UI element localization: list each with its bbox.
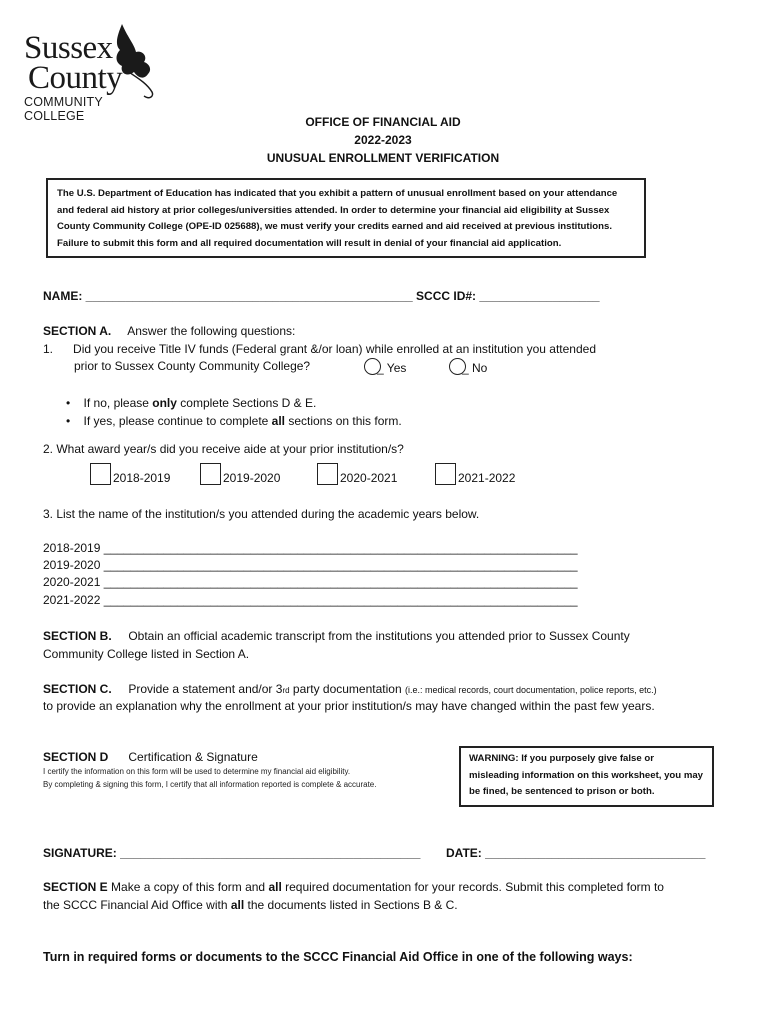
section-d-label: SECTION D [43, 750, 109, 764]
award-year-title: 2022-2023 [354, 133, 412, 147]
no-option[interactable] [449, 358, 487, 375]
section-c-line2: to provide an explanation why the enrollment at your prior institution/s may have changed within the past few years. [43, 699, 655, 713]
question-3: 3. List the name of the institution/s you attended during the academic years below. [43, 507, 480, 521]
year-label-2021-2022: 2021-2022 [458, 471, 516, 485]
form-title: UNUSUAL ENROLLMENT VERIFICATION [266, 151, 500, 165]
certification-line-1: I certify the information on this form will be used to determine my financial aid eligibility. [43, 767, 351, 776]
section-e-line1 [43, 880, 664, 894]
submission-instructions-heading: Turn in required forms or documents to the SCCC Financial Aid Office in one of the following ways: [43, 950, 633, 964]
bullet-no-instruction: • If no, please only complete Sections D & E. [66, 396, 317, 410]
office-title: OFFICE OF FINANCIAL AID [305, 115, 461, 129]
section-b-text: Obtain an official academic transcript from the institutions you attended prior to Sussex County [128, 629, 630, 643]
logo-word-community-college: COMMUNITY COLLEGE [24, 95, 103, 123]
question-1-text: Did you receive Title IV funds (Federal grant &/or loan) while enrolled at an institution you attended [73, 342, 596, 356]
section-c-examples: (i.e.: medical records, court documentation, police reports, etc.) [404, 685, 657, 695]
sccc-id-label: SCCC ID#: [416, 289, 477, 303]
signature-field[interactable]: _____________________________________________ [120, 846, 421, 860]
bullet-1-bold: only [152, 396, 177, 410]
name-label: NAME: [43, 289, 83, 303]
section-a-intro: Answer the following questions: [127, 324, 296, 338]
section-c-label: SECTION C. [43, 682, 112, 696]
year-label-2020-2021: 2020-2021 [340, 471, 398, 485]
bullet-1-text: If no, please [83, 396, 153, 410]
warning-box: WARNING: If you purposely give false or misleading information on this worksheet, you may be fined, be sentenced to prison or both. [459, 746, 714, 807]
checkbox-2018-2019[interactable] [90, 463, 111, 485]
checkbox-2021-2022[interactable] [435, 463, 456, 485]
question-1-number: 1. [43, 342, 54, 356]
bullet-2-text-end: sections on this form. [285, 414, 402, 428]
checkbox-2019-2020[interactable] [200, 463, 221, 485]
certification-line-2: By completing & signing this form, I certify that all information reported is complete & accurate. [43, 780, 377, 789]
section-c-superscript: rd [282, 686, 290, 695]
no-label: _ No [462, 361, 488, 375]
section-a-label: SECTION A. [43, 324, 112, 338]
year-label-2018-2019: 2018-2019 [113, 471, 171, 485]
section-e-text-end: required documentation for your records. Submit this completed form to [281, 880, 664, 894]
signature-line [43, 846, 420, 860]
date-label: DATE: [446, 846, 482, 860]
question-1-text-cont: prior to Sussex County Community College? [74, 359, 311, 373]
section-a-heading [43, 324, 295, 338]
section-e-text: Make a copy of this form and [107, 880, 269, 894]
bullet-1-text-end: complete Sections D & E. [176, 396, 317, 410]
bullet-2-bold: all [271, 414, 285, 428]
institution-line-2020-2021[interactable]: 2020-2021 _______________________________________________________________________ [43, 575, 578, 589]
section-c-line1 [43, 682, 657, 696]
section-b-line1 [43, 629, 630, 643]
date-line [446, 846, 705, 860]
yes-label: _ Yes [377, 361, 407, 375]
name-id-line [43, 289, 600, 303]
institution-line-2018-2019[interactable]: 2018-2019 _______________________________________________________________________ [43, 541, 578, 555]
question-1-line1 [43, 342, 596, 356]
section-c-text: Provide a statement and/or 3 [128, 682, 283, 696]
section-e-bold-2: all [230, 898, 245, 912]
notice-box: The U.S. Department of Education has indicated that you exhibit a pattern of unusual enrollment based on your attendance and federal aid history at prior colleges/universities attended. In order to determine your financial aid eligibility at Sussex County Community College (OPE-ID 025688), we must verify your credits earned and aid received at previous institutions. Failure to submit this form and all required documentation will result in denial of your financial aid application. [46, 178, 646, 258]
logo-word-sussex: Sussex [24, 30, 113, 66]
sccc-id-field[interactable]: __________________ [479, 289, 600, 303]
bullet-2-text: If yes, please continue to complete [83, 414, 272, 428]
section-e-text-2: the SCCC Financial Aid Office with [43, 898, 231, 912]
institution-line-2019-2020[interactable]: 2019-2020 _______________________________________________________________________ [43, 558, 578, 572]
section-e-text-2-end: the documents listed in Sections B & C. [244, 898, 458, 912]
section-e-line2 [43, 898, 458, 912]
section-d-title: Certification & Signature [128, 750, 258, 764]
section-e-label: SECTION E [43, 880, 108, 894]
bullet-yes-instruction: • If yes, please continue to complete all sections on this form. [66, 414, 402, 428]
section-c-text-mid: party documentation [289, 682, 405, 696]
name-field[interactable]: _________________________________________________ [85, 289, 413, 303]
date-field[interactable]: _________________________________ [485, 846, 706, 860]
question-2: 2. What award year/s did you receive aide at your prior institution/s? [43, 442, 404, 456]
logo-word-county: County [28, 60, 123, 96]
signature-label: SIGNATURE: [43, 846, 117, 860]
institution-line-2021-2022[interactable]: 2021-2022 _______________________________________________________________________ [43, 593, 578, 607]
year-label-2019-2020: 2019-2020 [223, 471, 281, 485]
section-b-line2: Community College listed in Section A. [43, 647, 250, 661]
question-1-line2 [74, 359, 310, 373]
section-e-bold-1: all [268, 880, 282, 894]
yes-option[interactable] [364, 358, 406, 375]
section-b-label: SECTION B. [43, 629, 112, 643]
section-d-heading [43, 750, 258, 764]
checkbox-2020-2021[interactable] [317, 463, 338, 485]
